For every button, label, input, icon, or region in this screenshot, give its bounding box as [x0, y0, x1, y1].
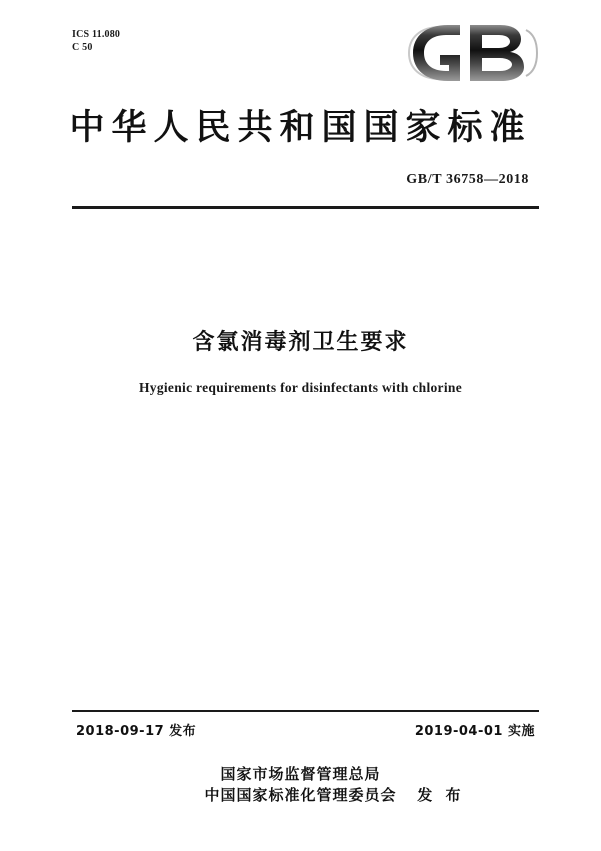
- document-title-en: Hygienic requirements for disinfectants with chlorine: [138, 380, 462, 395]
- ics-classification-block: [72, 28, 120, 54]
- standard-number: GB/T 36758—2018: [406, 172, 529, 187]
- ccs-code: C 50: [72, 42, 93, 53]
- ics-code: ICS 11.080: [72, 29, 121, 40]
- issue-date: 2018-09-17 发布: [76, 724, 197, 739]
- page-title: 中华人民共和国国家标准: [69, 108, 532, 148]
- publisher-line-2: 中国国家标准化管理委员会: [204, 786, 397, 804]
- gb-logo-icon: [404, 22, 539, 84]
- publisher-block: [0, 764, 601, 806]
- effective-date: 2019-04-01 实施: [414, 724, 535, 739]
- divider-bottom: [72, 710, 539, 712]
- divider-top: [72, 206, 539, 209]
- publisher-line-1: 国家市场监督管理总局: [220, 765, 381, 783]
- publisher-verb: 发 布: [417, 786, 465, 804]
- document-title-cn: 含氯消毒剂卫生要求: [192, 330, 409, 355]
